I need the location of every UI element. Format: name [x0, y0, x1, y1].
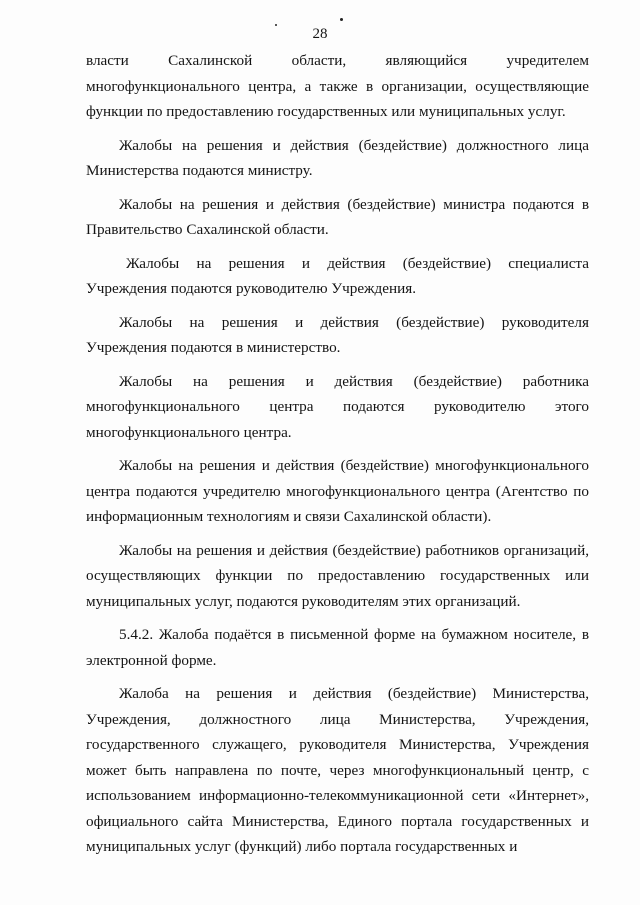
paragraph-complaint-submission-channels: Жалоба на решения и действия (бездействие) Министерства, Учреждения, должностного лица Министерства, Учреждения, государственного служащего, руководителя Министерства, Учреждения может быть направлена по почте, через многофункциональный центр, с использованием информационно-телекоммуникационной сети «Интернет», официального сайта Министерства, Единого портала государственных и муниципальных услуг (функций) либо портала государственных и	[86, 685, 589, 855]
paragraph-complaint-institution-head: Жалобы на решения и действия (бездействие) руководителя Учреждения подаются в министерство.	[86, 313, 589, 356]
page-number: 28	[312, 26, 328, 42]
paragraph-authority-continuation: власти Сахалинской области, являющийся учредителем многофункционального центра, а также в организации, осуществляющие функции по предоставлению государственных или муниципальных услуг.	[86, 52, 589, 120]
paragraph-complaint-mfc-employee: Жалобы на решения и действия (бездействие) работника многофункционального центра подаются руководителю этого многофункционального центра.	[86, 372, 589, 441]
document-body	[86, 48, 589, 868]
paragraph-complaint-mfc: Жалобы на решения и действия (бездействие) многофункционального центра подаются учредителю многофункционального центра (Агентство по информационным технологиям и связи Сахалинской области).	[86, 457, 589, 525]
paragraph-complaint-ministry-official: Жалобы на решения и действия (бездействие) должностного лица Министерства подаются министру.	[86, 136, 589, 179]
paragraph-section-5-4-2: 5.4.2. Жалоба подаётся в письменной форме на бумажном носителе, в электронной форме.	[86, 626, 589, 669]
paragraph-complaint-organization-employees: Жалобы на решения и действия (бездействие) работников организаций, осуществляющих функции по предоставлению государственных или муниципальных услуг, подаются руководителям этих организаций.	[86, 541, 589, 610]
scan-speck	[340, 18, 343, 21]
paragraph-complaint-institution-specialist: Жалобы на решения и действия (бездействие) специалиста Учреждения подаются руководителю Учреждения.	[86, 254, 589, 297]
paragraph-complaint-minister: Жалобы на решения и действия (бездействие) министра подаются в Правительство Сахалинской области.	[86, 195, 589, 238]
